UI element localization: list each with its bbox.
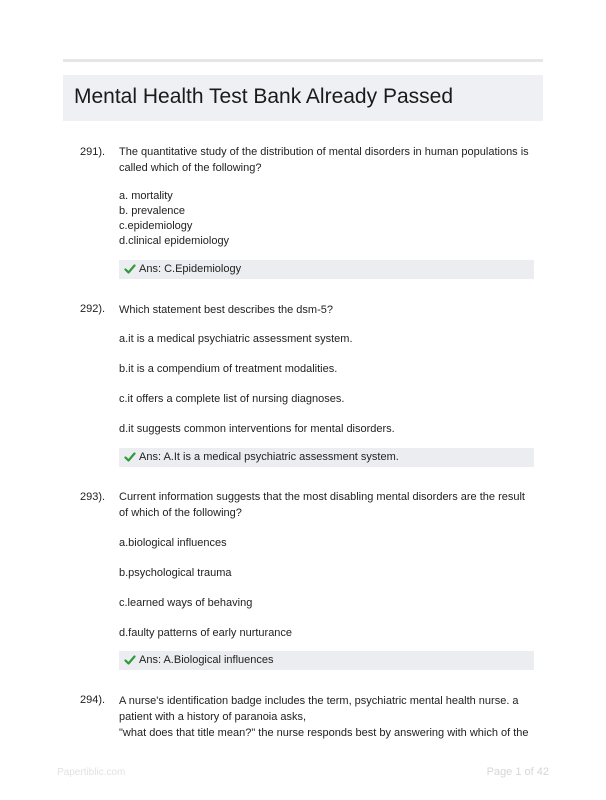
option-b: b. prevalence [119,205,186,217]
option-b: b.psychological trauma [119,567,232,579]
option-b: b.it is a compendium of treatment modalities. [119,363,338,375]
question-text: Current information suggests that the most disabling mental disorders are the result of which of the following? [119,491,525,519]
option-d: d.it suggests common interventions for mental disorders. [119,423,395,435]
answer-box [119,651,534,670]
footer-watermark: Papertiblic.com [57,767,126,778]
question-number: 294). [80,694,106,706]
checkmark-icon [124,451,136,463]
document-title: Mental Health Test Bank Already Passed [74,85,453,108]
answer-text: Ans: C.Epidemiology [139,263,242,275]
question-text-line: "what does that title mean?" the nurse responds best by answering with which of the [119,727,529,739]
option-c: c.it offers a complete list of nursing diagnoses. [119,393,345,405]
answer-box [119,260,534,279]
answer-text: Ans: A.It is a medical psychiatric assessment system. [139,451,399,463]
question-text [119,693,559,741]
top-divider [63,59,543,62]
title-banner [63,75,543,121]
option-c: c.learned ways of behaving [119,597,253,609]
option-d: d.faulty patterns of early nurturance [119,627,293,639]
option-a: a. mortality [119,190,173,202]
question-text-line: A nurse's identification badge includes the term, psychiatric mental health nurse. a [119,695,519,707]
option-d: d.clinical epidemiology [119,235,230,247]
page-number: Page 1 of 42 [486,766,549,778]
question-text: The quantitative study of the distribution of mental disorders in human populations is called which of the following? [119,146,529,174]
question-number: 291). [80,146,106,158]
checkmark-icon [124,654,136,666]
option-a: a.biological influences [119,537,227,549]
option-c: c.epidemiology [119,220,193,232]
checkmark-icon [124,263,136,275]
question-number: 292). [80,303,106,315]
question-number: 293). [80,491,106,503]
answer-box [119,448,534,467]
question-text-line: patient with a history of paranoia asks, [119,711,307,723]
answer-text: Ans: A.Biological influences [139,654,274,666]
question-text: Which statement best describes the dsm-5? [119,304,333,316]
option-a: a.it is a medical psychiatric assessment system. [119,333,353,345]
